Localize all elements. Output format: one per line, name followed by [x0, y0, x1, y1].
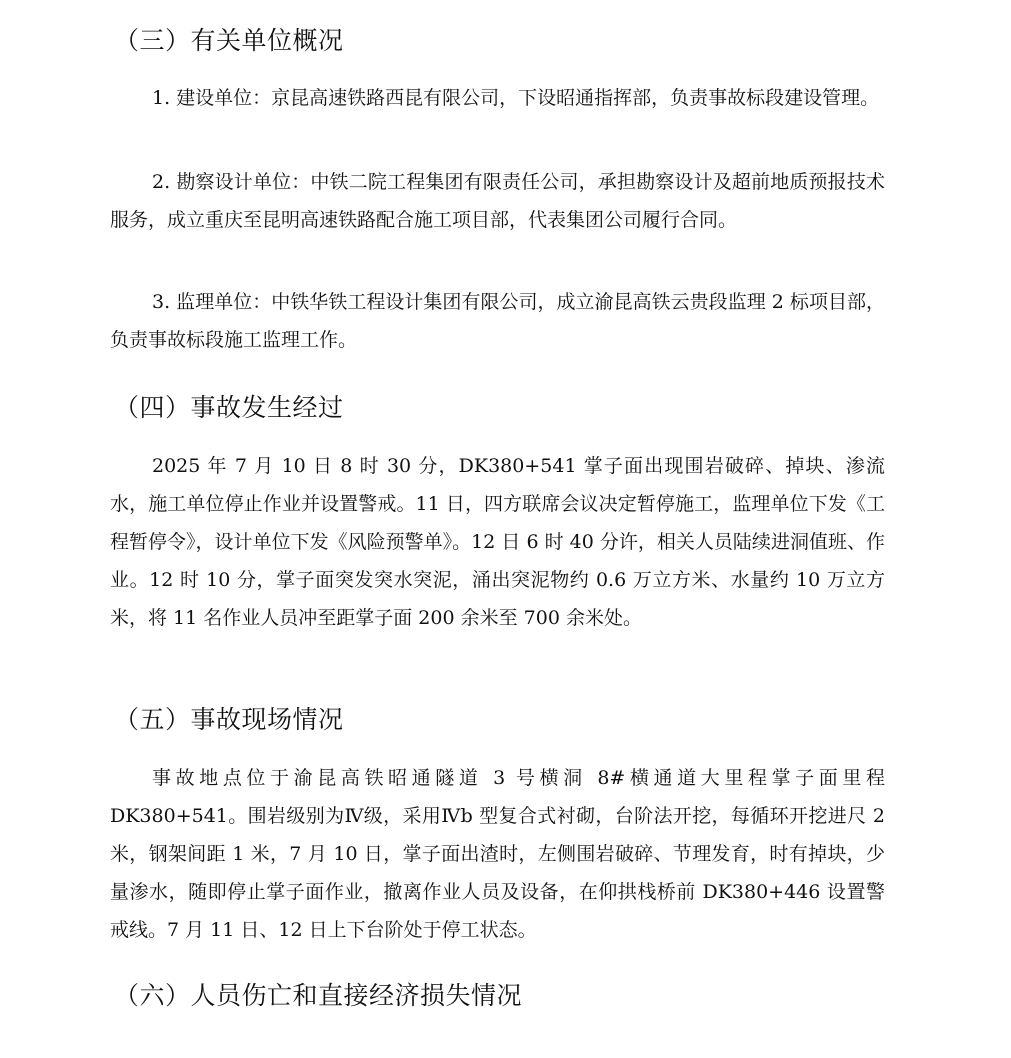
section-heading-scene: （五）事故现场情况	[114, 705, 344, 734]
paragraph-accident-process: 2025 年 7 月 10 日 8 时 30 分，DK380+541 掌子面出现围岩破碎、掉块、渗流水，施工单位停止作业并设置警戒。11 日，四方联席会议决定暂停施工，监理单位下发《工程暂停令》，设计单位下发《风险预警单》。12 日 6 时 40 分许，相关人员陆续进洞值班、作业。12 时 10 分，掌子面突发突水突泥，涌出突泥物约 0.6 万立方米、水量约 10 万立方米，将 11 名作业人员冲至距掌子面 200 余米至 700 余米处。	[110, 455, 885, 629]
paragraph-supervision-unit: 3. 监理单位：中铁华铁工程设计集团有限公司，成立渝昆高铁云贵段监理 2 标项目部，负责事故标段施工监理工作。	[110, 291, 885, 351]
paragraph-accident-scene: 事故地点位于渝昆高铁昭通隧道 3 号横洞 8#横通道大里程掌子面里程 DK380+541。围岩级别为Ⅳ级，采用Ⅳb 型复合式衬砌，台阶法开挖，每循环开挖进尺 2 米，钢架间距 1 米，7 月 10 日，掌子面出渣时，左侧围岩破碎、节理发育，时有掉块，少量渗水，随即停止掌子面作业，撤离作业人员及设备，在仰拱栈桥前 DK380+446 设置警戒线。7 月 11 日、12 日上下台阶处于停工状态。	[110, 767, 885, 941]
section-heading-process: （四）事故发生经过	[114, 393, 344, 422]
section-heading-units: （三）有关单位概况	[114, 26, 344, 55]
section-heading-casualties: （六）人员伤亡和直接经济损失情况	[114, 981, 523, 1010]
paragraph-design-unit: 2. 勘察设计单位：中铁二院工程集团有限责任公司，承担勘察设计及超前地质预报技术服务，成立重庆至昆明高速铁路配合施工项目部，代表集团公司履行合同。	[110, 171, 885, 231]
paragraph-construction-unit: 1. 建设单位：京昆高速铁路西昆有限公司，下设昭通指挥部，负责事故标段建设管理。	[152, 87, 880, 109]
